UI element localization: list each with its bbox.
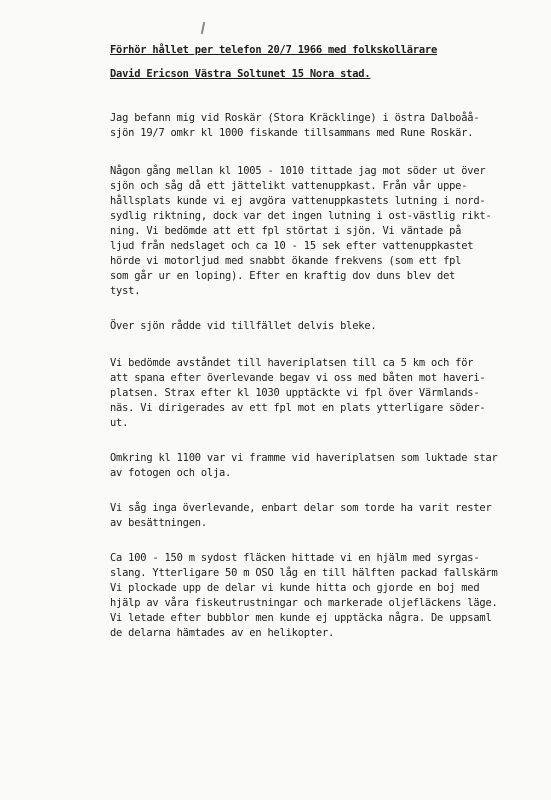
text-line: Ca 100 - 150 m sydost fläcken hittade vi en hjälm med syrgas- (110, 552, 480, 564)
text-line: Vi bedömde avståndet till haveriplatsen till ca 5 km och för (110, 357, 474, 369)
text-line: av besättningen. (110, 517, 207, 529)
text-line: Någon gång mellan kl 1005 - 1010 tittade jag mot söder ut över (110, 165, 486, 177)
text-line: sydlig riktning, dock var det ingen lutning i ost-västlig rikt- (110, 210, 492, 222)
text-line: sjön 19/7 omkr kl 1000 fiskande tillsammans med Rune Roskär. (110, 127, 474, 139)
paragraph-findings (110, 552, 540, 642)
text-line: av fotogen och olja. (110, 467, 232, 479)
text-line: Vi plockade upp de delar vi kunde hitta och gjorde en boj med (110, 582, 480, 594)
paragraph-search (110, 357, 540, 432)
text-line: som går ur en loping). Efter en kraftig dov duns blev det (110, 270, 456, 282)
text-line: ning. Vi bedömde att ett fpl störtat i sjön. Vi väntade på (110, 225, 462, 237)
text-line: Jag befann mig vid Roskär (Stora Kräcklinge) i östra Dalboåå- (110, 112, 480, 124)
interrogation-report (110, 44, 540, 642)
text-line: sjön och såg då ett jättelikt vattenuppkast. Från vår uppe- (110, 180, 468, 192)
text-line: hjälp av våra fiskeutrustningar och markerade oljefläckens läge. (110, 597, 498, 609)
heading-line-2: David Ericson Västra Soltunet 15 Nora stad. (110, 68, 371, 80)
text-line: Omkring kl 1100 var vi framme vid haveriplatsen som luktade star (110, 452, 498, 464)
text-line: Vi såg inga överlevande, enbart delar som torde ha varit rester (110, 502, 492, 514)
text-line: ut. (110, 417, 129, 429)
pen-mark (201, 22, 205, 34)
paragraph-arrival (110, 452, 540, 482)
text-line: Vi letade efter bubblor men kunde ej upptäcka några. De uppsaml (110, 612, 492, 624)
text-line: tyst. (110, 285, 141, 297)
text-line: platsen. Strax efter kl 1030 upptäckte vi fpl över Värmlands- (110, 387, 480, 399)
text-line: hörde vi motorljud med snabbt ökande frekvens (som ett fpl (110, 255, 462, 267)
text-line: Över sjön rådde vid tillfället delvis bleke. (110, 320, 377, 332)
text-line: att spana efter överlevande begav vi oss med båten mot haveri- (110, 372, 486, 384)
heading-line-1: Förhör hållet per telefon 20/7 1966 med folkskollärare (110, 44, 438, 56)
text-line: näs. Vi dirigerades av ett fpl mot en plats ytterligare söder- (110, 402, 486, 414)
paragraph-observation (110, 165, 540, 300)
paragraph-location (110, 112, 540, 142)
paragraph-survivors (110, 502, 540, 532)
text-line: ljud från nedslaget och ca 10 - 15 sek efter vattenuppkastet (110, 240, 474, 252)
paragraph-weather (110, 320, 540, 335)
text-line: de delarna hämtades av en helikopter. (110, 627, 335, 639)
report-heading (110, 44, 540, 92)
text-line: slang. Ytterligare 50 m OSO låg en till hälften packad fallskärm (110, 567, 498, 579)
text-line: hållsplats kunde vi ej avgöra vattenuppkastets lutning i nord- (110, 195, 486, 207)
